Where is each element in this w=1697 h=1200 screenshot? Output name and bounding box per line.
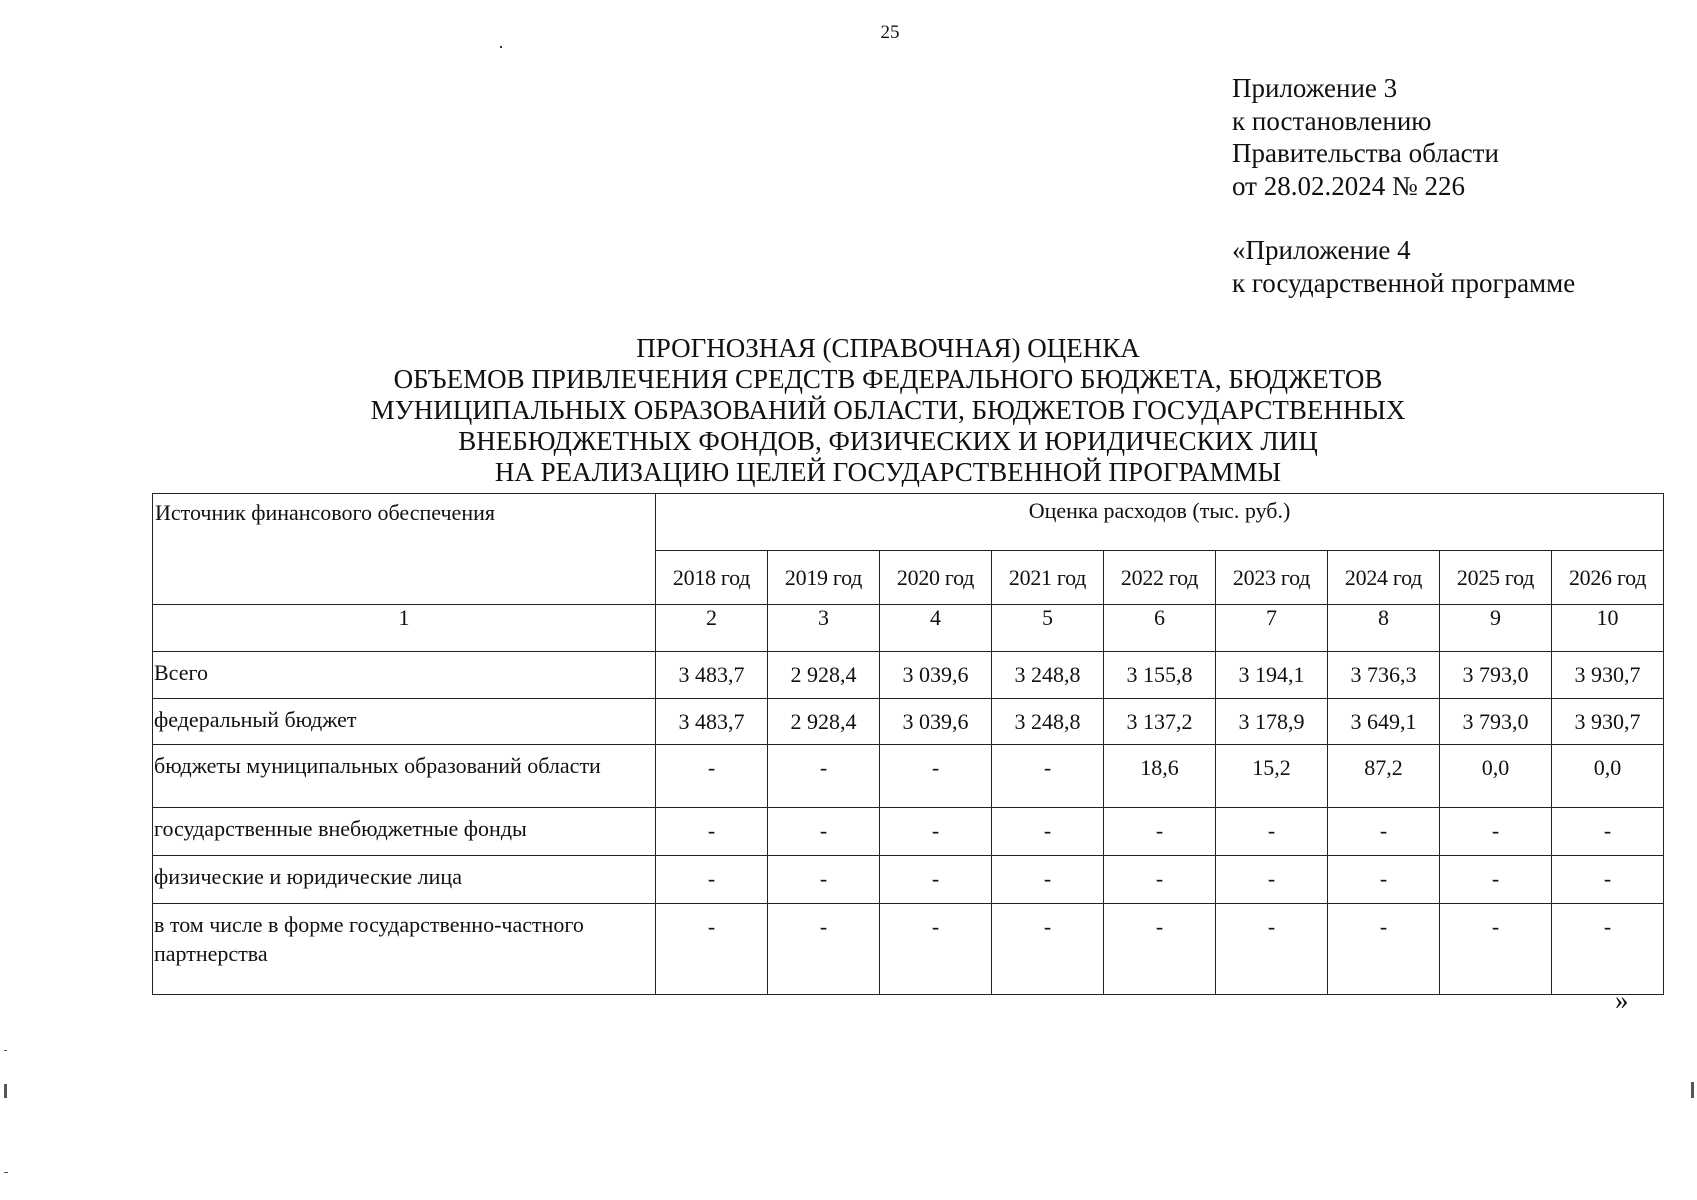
value-cell: 3 039,6 [880, 699, 992, 745]
table-row [153, 808, 1664, 856]
value-cell: - [1440, 856, 1552, 904]
value-cell: - [656, 745, 768, 808]
value-cell: - [880, 808, 992, 856]
value-cell: - [1440, 808, 1552, 856]
value-cell: - [1552, 856, 1664, 904]
value-cell: 3 483,7 [656, 652, 768, 699]
value-cell: - [880, 745, 992, 808]
value-cell: 3 483,7 [656, 699, 768, 745]
value-cell: 18,6 [1104, 745, 1216, 808]
column-number: 4 [880, 605, 992, 652]
title-line: НА РЕАЛИЗАЦИЮ ЦЕЛЕЙ ГОСУДАРСТВЕННОЙ ПРОГРАММЫ [494, 457, 1282, 487]
value-cell: - [1104, 856, 1216, 904]
funding-table [152, 493, 1664, 995]
source-cell: Всего [153, 652, 656, 699]
value-cell: 3 736,3 [1328, 652, 1440, 699]
value-cell: - [1104, 904, 1216, 995]
value-cell: - [992, 808, 1104, 856]
value-cell: - [656, 904, 768, 995]
table-row [153, 856, 1664, 904]
title-line: ОБЪЕМОВ ПРИВЛЕЧЕНИЯ СРЕДСТВ ФЕДЕРАЛЬНОГО БЮДЖЕТА, БЮДЖЕТОВ [393, 364, 1383, 394]
value-cell: 2 928,4 [768, 699, 880, 745]
value-cell: - [768, 856, 880, 904]
scan-edge-mark [1691, 1082, 1694, 1098]
value-cell: 3 793,0 [1440, 652, 1552, 699]
year-header: 2018 год [656, 551, 768, 605]
table-row [153, 745, 1664, 808]
column-number: 7 [1216, 605, 1328, 652]
scan-speck [500, 46, 502, 48]
value-cell: 2 928,4 [768, 652, 880, 699]
value-cell: - [1328, 856, 1440, 904]
source-cell: бюджеты муниципальных образований области [153, 745, 656, 808]
table-row [153, 652, 1664, 699]
value-cell: 3 649,1 [1328, 699, 1440, 745]
appendix-ref-line: к государственной программе [1232, 267, 1576, 298]
source-cell: государственные внебюджетные фонды [153, 808, 656, 856]
estimate-header: Оценка расходов (тыс. руб.) [656, 494, 1664, 551]
value-cell: - [992, 904, 1104, 995]
value-cell: - [880, 856, 992, 904]
value-cell: - [1216, 904, 1328, 995]
column-number: 2 [656, 605, 768, 652]
year-header: 2021 год [992, 551, 1104, 605]
year-header: 2020 год [880, 551, 992, 605]
appendix-ref-line: «Приложение 4 [1232, 235, 1411, 265]
value-cell: - [992, 745, 1104, 808]
value-cell: 3 793,0 [1440, 699, 1552, 745]
year-header: 2025 год [1440, 551, 1552, 605]
value-cell: 3 194,1 [1216, 652, 1328, 699]
column-number: 6 [1104, 605, 1216, 652]
appendix-line: Правительства области [1232, 138, 1499, 168]
value-cell: - [1552, 904, 1664, 995]
year-header: 2023 год [1216, 551, 1328, 605]
appendix-line: к постановлению [1232, 105, 1432, 136]
appendix-block [1232, 72, 1575, 299]
scan-edge-mark [4, 1172, 8, 1173]
value-cell: - [768, 745, 880, 808]
value-cell: 3 930,7 [1552, 652, 1664, 699]
value-cell: 0,0 [1440, 745, 1552, 808]
value-cell: - [656, 856, 768, 904]
column-number: 9 [1440, 605, 1552, 652]
source-cell: физические и юридические лица [153, 856, 656, 904]
value-cell: 3 930,7 [1552, 699, 1664, 745]
value-cell: - [768, 808, 880, 856]
value-cell: 87,2 [1328, 745, 1440, 808]
title-line: МУНИЦИПАЛЬНЫХ ОБРАЗОВАНИЙ ОБЛАСТИ, БЮДЖЕТОВ ГОСУДАРСТВЕННЫХ [370, 395, 1406, 425]
source-header: Источник финансового обеспечения [153, 494, 656, 605]
scan-edge-mark [4, 1050, 7, 1051]
column-number: 8 [1328, 605, 1440, 652]
value-cell: 15,2 [1216, 745, 1328, 808]
value-cell: - [1104, 808, 1216, 856]
value-cell: - [768, 904, 880, 995]
source-cell: федеральный бюджет [153, 699, 656, 745]
value-cell: - [1328, 904, 1440, 995]
year-header: 2022 год [1104, 551, 1216, 605]
value-cell: - [880, 904, 992, 995]
value-cell: - [656, 808, 768, 856]
year-header: 2026 год [1552, 551, 1664, 605]
table-row [153, 904, 1664, 995]
page-number: 25 [880, 22, 900, 43]
column-number: 10 [1552, 605, 1664, 652]
value-cell: 3 178,9 [1216, 699, 1328, 745]
year-header: 2024 год [1328, 551, 1440, 605]
table-row [153, 699, 1664, 745]
value-cell: - [1216, 856, 1328, 904]
column-number: 5 [992, 605, 1104, 652]
column-number: 1 [153, 605, 656, 652]
closing-quote: » [1615, 985, 1629, 1015]
table-header-row [153, 494, 1664, 551]
year-header: 2019 год [768, 551, 880, 605]
appendix-line: от 28.02.2024 № 226 [1232, 170, 1465, 201]
value-cell: - [1440, 904, 1552, 995]
document-title [150, 333, 1626, 488]
column-number: 3 [768, 605, 880, 652]
value-cell: - [1328, 808, 1440, 856]
value-cell: 3 039,6 [880, 652, 992, 699]
title-line: ПРОГНОЗНАЯ (СПРАВОЧНАЯ) ОЦЕНКА [636, 333, 1140, 363]
value-cell: 3 137,2 [1104, 699, 1216, 745]
value-cell: 3 155,8 [1104, 652, 1216, 699]
appendix-line: Приложение 3 [1232, 73, 1398, 103]
source-cell: в том числе в форме государственно-частного партнерства [153, 904, 656, 995]
value-cell: 0,0 [1552, 745, 1664, 808]
scan-edge-mark [4, 1084, 7, 1098]
column-number-row [153, 605, 1664, 652]
value-cell: - [992, 856, 1104, 904]
value-cell: 3 248,8 [992, 699, 1104, 745]
value-cell: - [1216, 808, 1328, 856]
value-cell: 3 248,8 [992, 652, 1104, 699]
value-cell: - [1552, 808, 1664, 856]
title-line: ВНЕБЮДЖЕТНЫХ ФОНДОВ, ФИЗИЧЕСКИХ И ЮРИДИЧЕСКИХ ЛИЦ [458, 426, 1318, 456]
